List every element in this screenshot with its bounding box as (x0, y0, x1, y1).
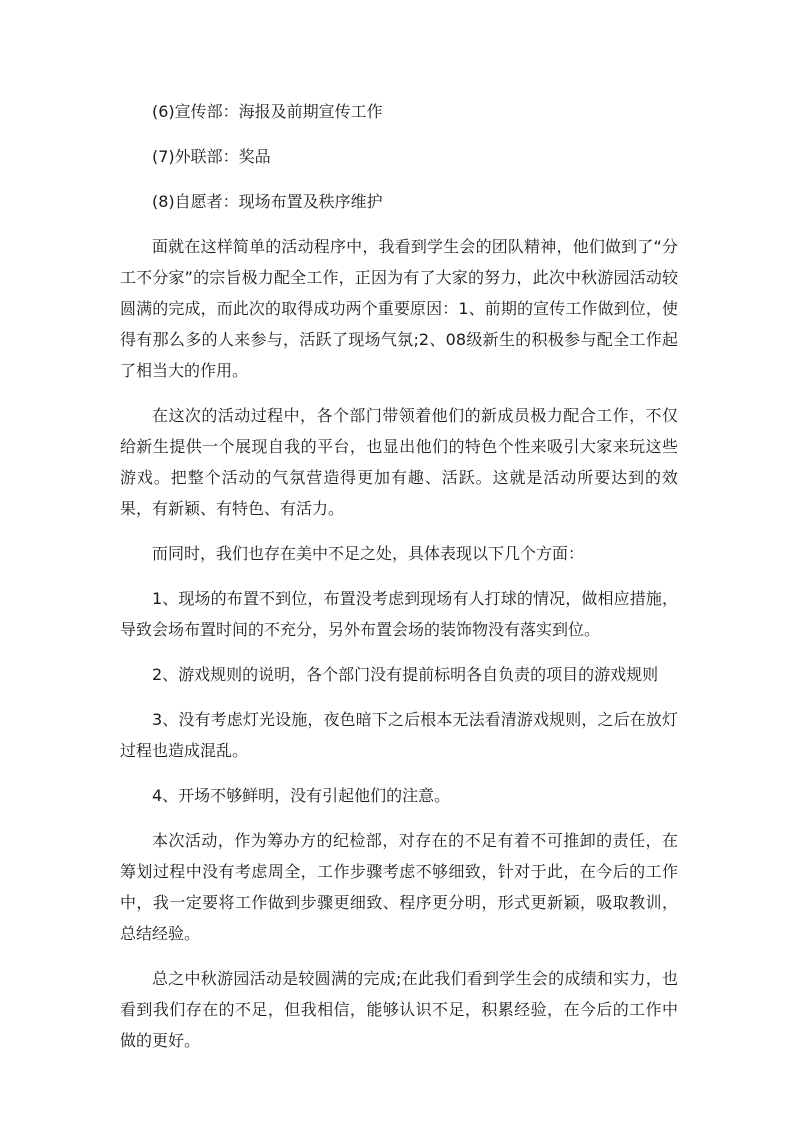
paragraph-shortcoming-3: 3、没有考虑灯光设施，夜色暗下之后根本无法看清游戏规则，之后在放灯过程也造成混乱。 (120, 710, 678, 760)
paragraph-external-dept: (7)外联部：奖品 (152, 147, 271, 166)
paragraph-shortcomings-intro: 而同时，我们也存在美中不足之处，具体表现以下几个方面： (152, 544, 585, 563)
paragraph-shortcoming-4: 4、开场不够鲜明，没有引起他们的注意。 (152, 786, 451, 805)
paragraph-shortcoming-2: 2、游戏规则的说明，各个部门没有提前标明各自负责的项目的游戏规则 (152, 665, 659, 684)
paragraph-conclusion: 总之中秋游园活动是较圆满的完成;在此我们看到学生会的成绩和实力，也看到我们存在的不足，但我相信，能够认识不足，积累经验，在今后的工作中做的更好。 (120, 969, 678, 1050)
paragraph-activity-process: 在这次的活动过程中，各个部门带领着他们的新成员极力配合工作，不仅给新生提供一个展现自我的平台，也显出他们的特色个性来吸引大家来玩这些游戏。把整个活动的气氛营造得更加有趣、活跃。这就是活动所要达到的效果，有新颖、有特色、有活力。 (120, 406, 678, 518)
paragraph-volunteers: (8)自愿者：现场布置及秩序维护 (152, 192, 383, 211)
paragraph-publicity-dept: (6)宣传部：海报及前期宣传工作 (152, 102, 383, 121)
paragraph-team-spirit: 面就在这样简单的活动程序中，我看到学生会的团队精神，他们做到了“分工不分家”的宗旨极力配全工作，正因为有了大家的努力，此次中秋游园活动较圆满的完成，而此次的取得成功两个重要原因：1、前期的宣传工作做到位，使得有那么多的人来参与，活跃了现场气氛;2、08级新生的积极参与配全工作起了相当大的作用。 (120, 237, 678, 380)
paragraph-responsibility: 本次活动，作为筹办方的纪检部，对存在的不足有着不可推卸的责任，在筹划过程中没有考虑周全，工作步骤考虑不够细致，针对于此，在今后的工作中，我一定要将工作做到步骤更细致、程序更分明，形式更新颖，吸取教训，总结经验。 (120, 831, 678, 943)
paragraph-shortcoming-1: 1、现场的布置不到位，布置没考虑到现场有人打球的情况，做相应措施，导致会场布置时间的不充分，另外布置会场的装饰物没有落实到位。 (120, 589, 678, 639)
document-body (120, 96, 678, 1070)
